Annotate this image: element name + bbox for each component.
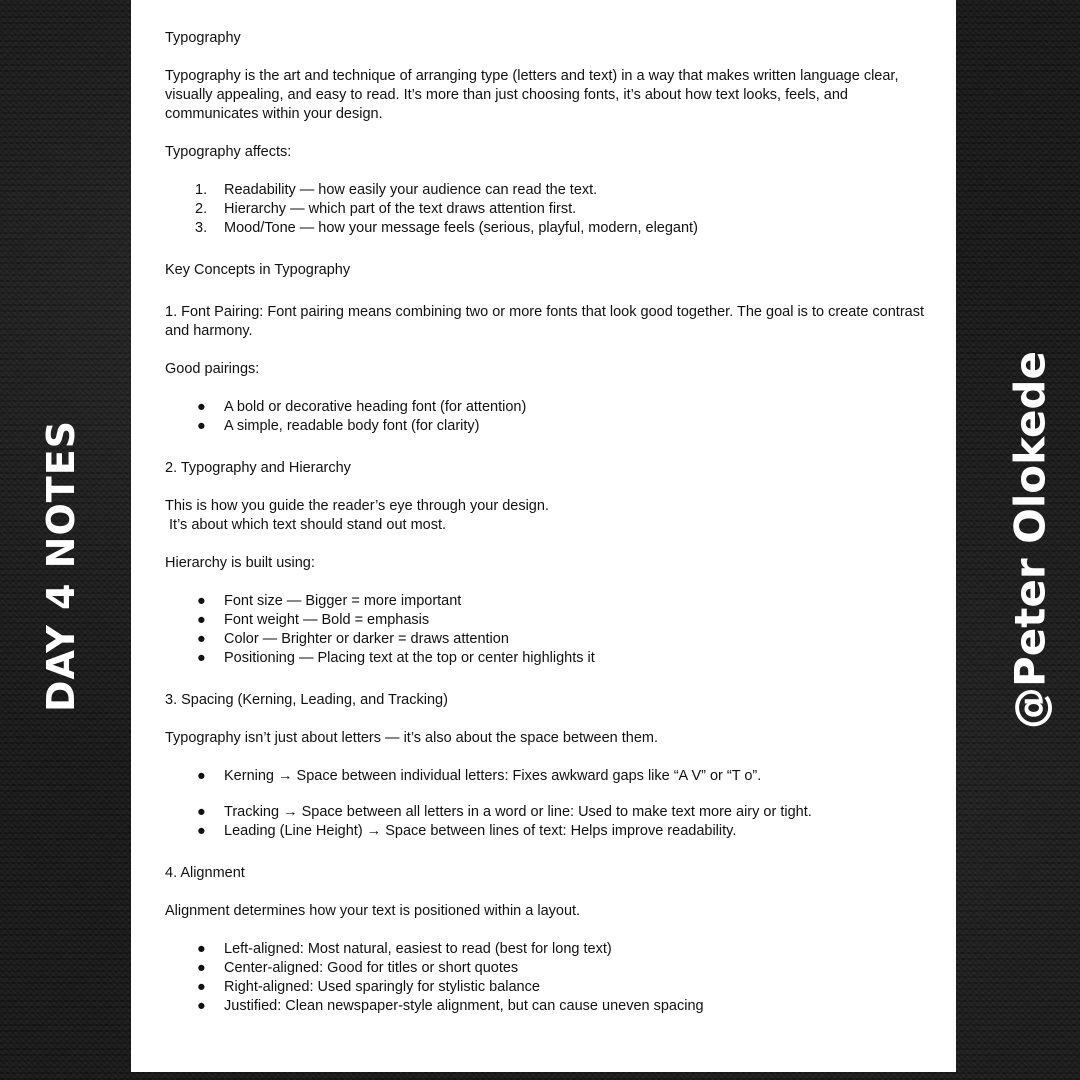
alignment-heading: 4. Alignment	[165, 865, 245, 881]
list-number: 1.	[195, 182, 208, 198]
bullet-icon: ●	[197, 768, 206, 784]
key-concepts-heading: Key Concepts in Typography	[165, 262, 351, 278]
list-item	[165, 630, 936, 649]
list-item	[165, 822, 936, 841]
hierarchy-text-line-1: This is how you guide the reader’s eye through your design.	[165, 498, 549, 514]
list-item	[165, 219, 936, 238]
list-item	[165, 997, 936, 1016]
bullet-icon: ●	[197, 941, 206, 957]
list-number: 3.	[195, 220, 208, 236]
list-item-text: Mood/Tone — how your message feels (serious, playful, modern, elegant)	[224, 220, 698, 236]
bullet-icon: ●	[197, 593, 206, 609]
bullet-icon: ●	[197, 979, 206, 995]
intro-paragraph: Typography is the art and technique of arranging type (letters and text) in a way that makes written language clear, visually appealing, and easy to read. It’s more than just choosing fonts, it’s about how text looks, feels, and communicates within your design.	[165, 68, 899, 122]
list-item-text: Hierarchy — which part of the text draws attention first.	[224, 201, 577, 217]
list-item-text: Font size — Bigger = more important	[224, 593, 462, 609]
hierarchy-built-heading: Hierarchy is built using:	[165, 555, 315, 571]
author-handle: @Peter Olokede	[1005, 351, 1055, 729]
bullet-icon: ●	[197, 650, 206, 666]
alignment-paragraph: Alignment determines how your text is positioned within a layout.	[165, 903, 581, 919]
document-title: Typography	[165, 30, 241, 46]
list-item-text: Center-aligned: Good for titles or short quotes	[224, 960, 519, 976]
list-item-text: Tracking → Space between all letters in a word or line: Used to make text more airy or tight.	[224, 804, 812, 820]
affects-list	[165, 181, 936, 238]
hierarchy-list	[165, 592, 936, 668]
list-item	[165, 398, 936, 417]
list-item	[165, 959, 936, 978]
list-item-text: Justified: Clean newspaper-style alignment, but can cause uneven spacing	[224, 998, 704, 1014]
spacing-paragraph: Typography isn’t just about letters — it’s also about the space between them.	[165, 730, 659, 746]
list-item	[165, 417, 936, 436]
list-item	[165, 649, 936, 668]
bullet-icon: ●	[197, 804, 206, 820]
list-item	[165, 803, 936, 822]
spacing-list	[165, 767, 936, 841]
bullet-icon: ●	[197, 631, 206, 647]
document-page	[131, 0, 956, 1072]
bullet-icon: ●	[197, 612, 206, 628]
list-item	[165, 978, 936, 997]
list-item	[165, 767, 936, 786]
bullet-icon: ●	[197, 998, 206, 1014]
list-item	[165, 611, 936, 630]
pairings-list	[165, 398, 936, 436]
list-item-text: Readability — how easily your audience can read the text.	[224, 182, 598, 198]
font-pairing-paragraph: 1. Font Pairing: Font pairing means combining two or more fonts that look good together. The goal is to create contrast and harmony.	[165, 304, 924, 339]
alignment-list	[165, 940, 936, 1016]
list-item-text: Kerning → Space between individual letters: Fixes awkward gaps like “A V” or “T o”.	[224, 768, 762, 784]
list-item-text: Right-aligned: Used sparingly for stylistic balance	[224, 979, 540, 995]
list-item	[165, 592, 936, 611]
list-item	[165, 940, 936, 959]
bullet-icon: ●	[197, 960, 206, 976]
list-item-text: Left-aligned: Most natural, easiest to read (best for long text)	[224, 941, 612, 957]
list-item-text: Color — Brighter or darker = draws attention	[224, 631, 509, 647]
day-4-notes-label: DAY 4 NOTES	[39, 419, 83, 713]
spacing-heading: 3. Spacing (Kerning, Leading, and Tracking)	[165, 692, 448, 708]
hierarchy-heading: 2. Typography and Hierarchy	[165, 460, 351, 476]
list-item	[165, 200, 936, 219]
list-item-text: Leading (Line Height) → Space between lines of text: Helps improve readability.	[224, 823, 737, 839]
list-item-text: A simple, readable body font (for clarity)	[224, 418, 480, 434]
list-item-text: Positioning — Placing text at the top or center highlights it	[224, 650, 595, 666]
list-item-text: A bold or decorative heading font (for attention)	[224, 399, 527, 415]
good-pairings-heading: Good pairings:	[165, 361, 260, 377]
list-number: 2.	[195, 201, 208, 217]
hierarchy-text-line-2: It’s about which text should stand out most.	[165, 517, 447, 533]
bullet-icon: ●	[197, 399, 206, 415]
list-item-text: Font weight — Bold = emphasis	[224, 612, 430, 628]
bullet-icon: ●	[197, 823, 206, 839]
affects-heading: Typography affects:	[165, 144, 292, 160]
bullet-icon: ●	[197, 418, 206, 434]
list-item	[165, 181, 936, 200]
